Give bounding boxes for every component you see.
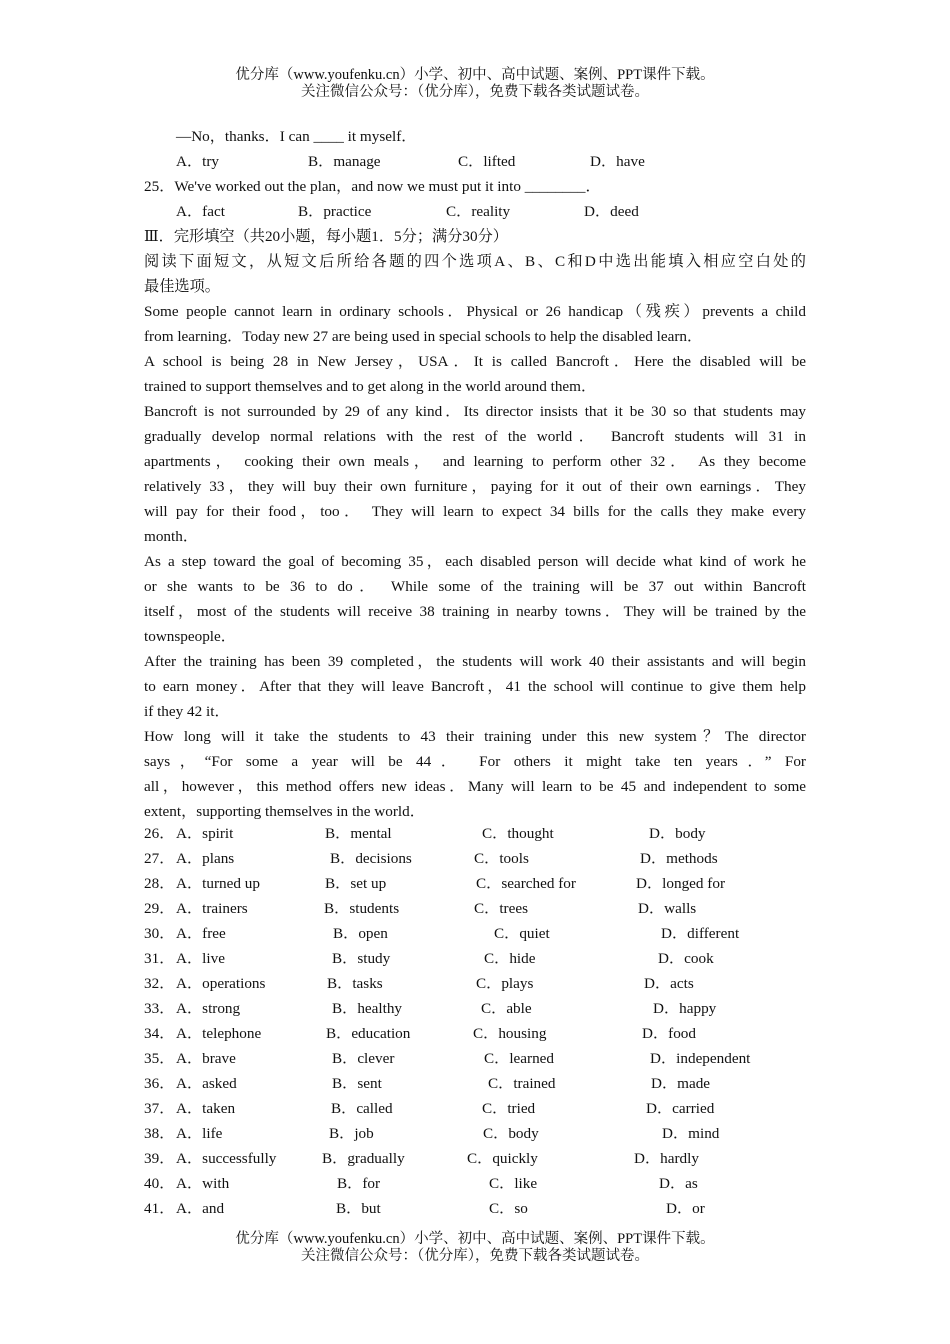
passage-line: relatively 33，they will buy their own furniture，paying for it out of their own earnings．They bbox=[144, 478, 806, 495]
option-b: B．students bbox=[324, 900, 400, 917]
option-b: B．tasks bbox=[327, 975, 383, 992]
option-b: B．open bbox=[333, 925, 388, 942]
option-d: D．body bbox=[649, 825, 706, 842]
option-c: C．thought bbox=[482, 825, 554, 842]
passage-line: After the training has been 39 completed，the students will work 40 their assistants and will begin bbox=[144, 653, 806, 670]
option-d: D．cook bbox=[658, 950, 714, 967]
option-d: D．happy bbox=[653, 1000, 717, 1017]
instruction-line-2: 最佳选项。 bbox=[144, 278, 220, 295]
passage-line: trained to support themselves and to get along in the world around them． bbox=[144, 378, 597, 395]
page-footer bbox=[0, 1231, 950, 1265]
passage-line: A school is being 28 in New Jersey，USA．It is called Bancroft．Here the disabled will be bbox=[144, 353, 806, 370]
footer-line-1: 优分库（www.youfenku.cn）小学、初中、高中试题、案例、PPT课件下载。 bbox=[235, 1231, 715, 1247]
option-d: D．different bbox=[661, 925, 740, 942]
option-b: B．for bbox=[337, 1175, 381, 1192]
option-b: B．mental bbox=[325, 825, 392, 842]
option-a: A．telephone bbox=[176, 1025, 262, 1042]
option-a: A．with bbox=[176, 1175, 230, 1192]
question-number: 35． bbox=[144, 1050, 175, 1067]
option-b: B．set up bbox=[325, 875, 387, 892]
passage-line: gradually develop normal relations with the rest of the world． Bancroft students will 31 in bbox=[144, 428, 806, 445]
q25-option-c: C．reality bbox=[446, 203, 511, 220]
footer-line-2: 关注微信公众号：（优分库），免费下载各类试题试卷。 bbox=[301, 1248, 649, 1264]
option-c: C．body bbox=[483, 1125, 539, 1142]
option-d: D．made bbox=[651, 1075, 711, 1092]
question-number: 27． bbox=[144, 850, 175, 867]
passage-line: from learning．Today new 27 are being used in special schools to help the disabled learn． bbox=[144, 328, 703, 345]
passage-line: apartments， cooking their own meals， and learning to perform other 32． As they become bbox=[144, 453, 806, 470]
q25-option-a: A．fact bbox=[176, 203, 225, 220]
option-b: B．sent bbox=[332, 1075, 382, 1092]
option-a: A．trainers bbox=[176, 900, 248, 917]
option-c: C．trees bbox=[474, 900, 528, 917]
question-number: 36． bbox=[144, 1075, 175, 1092]
option-b: B．decisions bbox=[330, 850, 412, 867]
passage-line: will pay for their food，too． They will learn to expect 34 bills for the calls they make every bbox=[144, 503, 806, 520]
option-d: D．or bbox=[666, 1200, 705, 1217]
option-a: A．taken bbox=[176, 1100, 236, 1117]
option-b: B．gradually bbox=[322, 1150, 405, 1167]
question-number: 34． bbox=[144, 1025, 175, 1042]
option-a: A．life bbox=[176, 1125, 223, 1142]
option-b: B．but bbox=[336, 1200, 381, 1217]
passage-line: Some people cannot learn in ordinary schools．Physical or 26 handicap（残疾）prevents a child bbox=[144, 303, 806, 320]
option-b: B．job bbox=[329, 1125, 374, 1142]
q25-option-b: B．practice bbox=[298, 203, 372, 220]
option-c: C．tried bbox=[482, 1100, 536, 1117]
option-c: C．so bbox=[489, 1200, 528, 1217]
question-number: 39． bbox=[144, 1150, 175, 1167]
q24-option-b: B．manage bbox=[308, 153, 381, 170]
header-line-2: 关注微信公众号：（优分库），免费下载各类试题试卷。 bbox=[301, 84, 649, 100]
header-line-1: 优分库（www.youfenku.cn）小学、初中、高中试题、案例、PPT课件下载。 bbox=[235, 67, 715, 83]
option-d: D．as bbox=[659, 1175, 698, 1192]
option-c: C．like bbox=[489, 1175, 538, 1192]
option-c: C．searched for bbox=[476, 875, 576, 892]
passage-line: or she wants to be 36 to do． While some of the training will be 37 out within Bancroft bbox=[144, 578, 806, 595]
option-b: B．clever bbox=[332, 1050, 395, 1067]
option-c: C．tools bbox=[474, 850, 529, 867]
q25-stem: 25．We've worked out the plan，and now we must put it into ________． bbox=[144, 178, 601, 195]
q24-dialogue: —No，thanks．I can ____ it myself． bbox=[176, 128, 417, 145]
passage-line: Bancroft is not surrounded by 29 of any kind．Its director insists that it be 30 so that students may bbox=[144, 403, 806, 420]
option-c: C．trained bbox=[488, 1075, 556, 1092]
passage-line: to earn money．After that they will leave Bancroft，41 the school will continue to give them help bbox=[144, 678, 806, 695]
question-number: 28． bbox=[144, 875, 175, 892]
option-a: A．brave bbox=[176, 1050, 236, 1067]
option-b: B．healthy bbox=[332, 1000, 403, 1017]
question-number: 29． bbox=[144, 900, 175, 917]
question-number: 40． bbox=[144, 1175, 175, 1192]
option-a: A．operations bbox=[176, 975, 266, 992]
passage-line: As a step toward the goal of becoming 35，each disabled person will decide what kind of work he bbox=[144, 553, 806, 570]
option-c: C．plays bbox=[476, 975, 534, 992]
question-number: 26． bbox=[144, 825, 175, 842]
passage-line: month． bbox=[144, 528, 199, 545]
option-d: D．mind bbox=[662, 1125, 720, 1142]
question-number: 41． bbox=[144, 1200, 175, 1217]
option-a: A．turned up bbox=[176, 875, 260, 892]
option-b: B．education bbox=[326, 1025, 411, 1042]
option-a: A．successfully bbox=[176, 1150, 277, 1167]
q24-option-a: A．try bbox=[176, 153, 220, 170]
option-c: C．quiet bbox=[494, 925, 550, 942]
question-number: 31． bbox=[144, 950, 175, 967]
section-title: Ⅲ．完形填空（共20小题，每小题1．5分；满分30分） bbox=[144, 228, 508, 245]
passage-line: itself，most of the students will receive 38 training in nearby towns．They will be trained by the bbox=[144, 603, 806, 620]
option-d: D．walls bbox=[638, 900, 697, 917]
instruction-line-1: 阅读下面短文，从短文后所给各题的四个选项A、B、C和D中选出能填入相应空白处的 bbox=[144, 253, 806, 270]
question-number: 38． bbox=[144, 1125, 175, 1142]
option-a: A．and bbox=[176, 1200, 225, 1217]
option-c: C．quickly bbox=[467, 1150, 538, 1167]
option-a: A．plans bbox=[176, 850, 235, 867]
q24-option-d: D．have bbox=[590, 153, 645, 170]
question-number: 33． bbox=[144, 1000, 175, 1017]
passage-line: townspeople． bbox=[144, 628, 236, 645]
option-c: C．housing bbox=[473, 1025, 547, 1042]
option-d: D．longed for bbox=[636, 875, 725, 892]
option-a: A．asked bbox=[176, 1075, 237, 1092]
q25-option-d: D．deed bbox=[584, 203, 639, 220]
passage-line: extent，supporting themselves in the world． bbox=[144, 803, 425, 820]
option-c: C．learned bbox=[484, 1050, 555, 1067]
option-a: A．live bbox=[176, 950, 225, 967]
option-d: D．methods bbox=[640, 850, 718, 867]
option-d: D．carried bbox=[646, 1100, 715, 1117]
option-c: C．able bbox=[481, 1000, 532, 1017]
passage-line: How long will it take the students to 43 their training under this new system？The director bbox=[144, 728, 806, 745]
option-a: A．free bbox=[176, 925, 226, 942]
option-b: B．called bbox=[331, 1100, 393, 1117]
page-header bbox=[0, 67, 950, 101]
passage-line: says，“For some a year will be 44． For others it might take ten years．” For bbox=[144, 753, 806, 770]
option-c: C．hide bbox=[484, 950, 536, 967]
passage-line: if they 42 it． bbox=[144, 703, 230, 720]
question-number: 32． bbox=[144, 975, 175, 992]
question-number: 37． bbox=[144, 1100, 175, 1117]
q24-option-c: C．lifted bbox=[458, 153, 516, 170]
option-d: D．independent bbox=[650, 1050, 751, 1067]
option-a: A．spirit bbox=[176, 825, 234, 842]
passage-line: all，however，this method offers new ideas．Many will learn to be 45 and independent to some bbox=[144, 778, 806, 795]
option-b: B．study bbox=[332, 950, 391, 967]
option-d: D．hardly bbox=[634, 1150, 699, 1167]
option-d: D．acts bbox=[644, 975, 694, 992]
option-a: A．strong bbox=[176, 1000, 241, 1017]
option-d: D．food bbox=[642, 1025, 696, 1042]
question-number: 30． bbox=[144, 925, 175, 942]
